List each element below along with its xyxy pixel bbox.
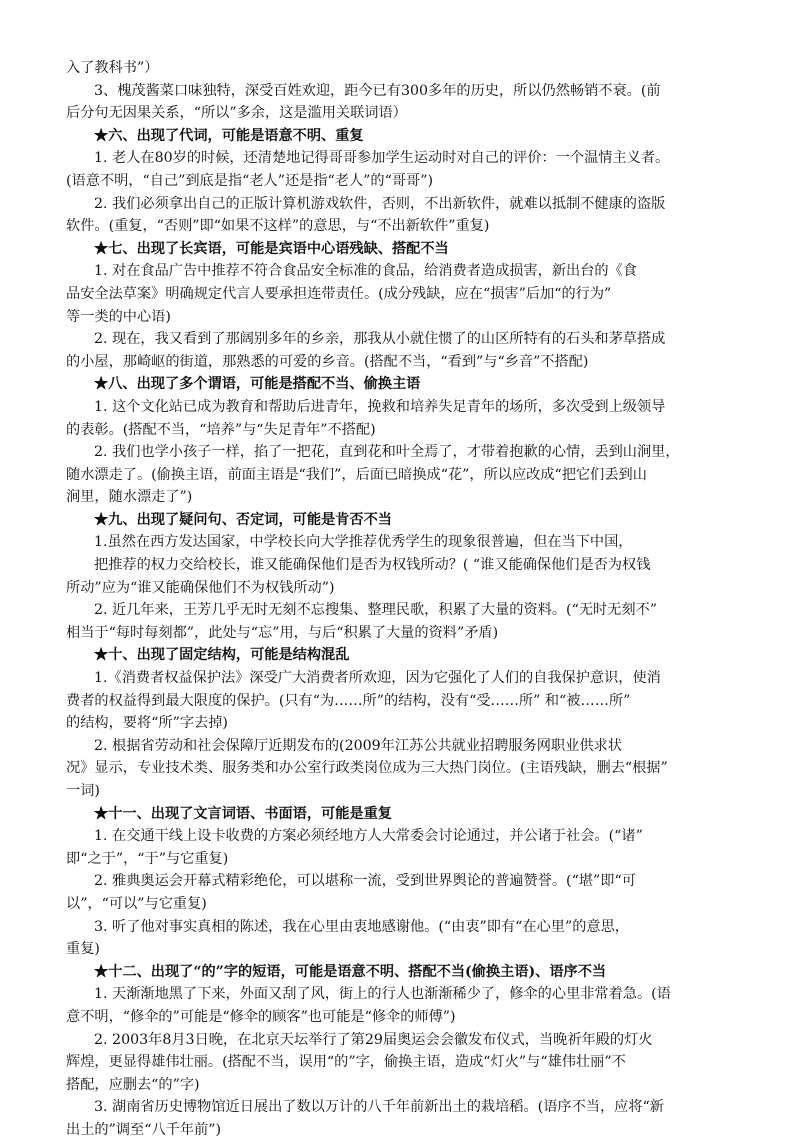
text-line: 3. 湖南省历史博物馆近日展出了数以万计的八千年前新出土的栽培稻。(语序不当，应将“新	[94, 1099, 664, 1116]
text-line: 2. 现在，我又看到了那阔别多年的乡亲，那我从小就住惯了的山区所特有的石头和茅草搭成	[94, 331, 666, 348]
text-line: 2. 我们也学小孩子一样，掐了一把花，直到花和叶全焉了，才带着抱歉的心情，丢到山涧里，	[94, 444, 680, 461]
section-heading: ★六、出现了代词，可能是语意不明、重复	[94, 127, 364, 144]
text-line: 后分句无因果关系，“所以”多余，这是滥用关联词语）	[66, 105, 407, 122]
section-heading: ★十一、出现了文言词语、书面语，可能是重复	[94, 805, 392, 822]
text-line: 意不明，“修伞的”可能是“修伞的顾客”也可能是“修伞的师傅”)	[66, 1008, 456, 1025]
text-line: 2. 雅典奥运会开幕式精彩绝伦，可以堪称一流，受到世界舆论的普遍赞誉。(“堪”即“可	[94, 873, 636, 890]
text-line: 1.虽然在西方发达国家，中学校长向大学推荐优秀学生的现象很普遍，但在当下中国，	[94, 534, 633, 551]
text-line: 3. 听了他对事实真相的陈述，我在心里由衷地感谢他。(“由衷”即有“在心里”的意思，	[94, 918, 629, 935]
text-line: 费者的权益得到最大限度的保护。(只有“为……所”的结构，没有“受……所” 和“被……所”	[66, 692, 631, 709]
text-line: 软件。(重复，“否则”即“如果不这样”的意思，与“不出新软件”重复)	[66, 218, 490, 235]
section-heading: ★十二、出现了“的”字的短语，可能是语意不明、搭配不当(偷换主语)、语序不当	[94, 963, 607, 980]
text-line: 涧里，随水漂走了”)	[66, 489, 193, 506]
text-line: 2. 根据省劳动和社会保障厅近期发布的(2009年江苏公共就业招聘服务网职业供求状	[94, 737, 622, 754]
section-heading: ★八、出现了多个谓语，可能是搭配不当、偷换主语	[94, 376, 421, 393]
text-line: 1. 对在食品广告中推荐不符合食品安全标准的食品，给消费者造成损害，新出台的《食	[94, 263, 637, 280]
text-line: 即“之于”，“于”与它重复)	[66, 850, 229, 867]
text-line: 1. 天渐渐地黑了下来，外面又刮了风，街上的行人也渐渐稀少了，修伞的心里非常着急。(语	[94, 986, 671, 1003]
text-line: 搭配，应删去“的”字)	[66, 1076, 200, 1093]
section-heading: ★七、出现了长宾语，可能是宾语中心语残缺、搭配不当	[94, 240, 449, 257]
text-line: 1. 老人在80岁的时候，还清楚地记得哥哥参加学生运动时对自己的评价：一个温情主义者。	[94, 150, 670, 167]
text-line: 1. 这个文化站已成为教育和帮助后进青年，挽救和培养失足青年的场所，多次受到上级领导	[94, 398, 666, 415]
text-line: 1. 在交通干线上设卡收费的方案必须经地方人大常委会讨论通过，并公诸于社会。(“诸”	[94, 828, 643, 845]
text-line: 辉煌，更显得雄伟壮丽。(搭配不当，误用“的”字，偷换主语，造成“灯火”与“雄伟壮丽”不	[66, 1054, 626, 1071]
text-line: 2. 近几年来，王芳几乎无时无刻不忘搜集、整理民歌，积累了大量的资料。(“无时无刻不”	[94, 602, 658, 619]
text-line: (语意不明，“自己”到底是指“老人”还是指“老人”的“哥哥”)	[66, 172, 434, 189]
text-line: 3、槐茂酱菜口味独特，深受百姓欢迎，距今已有300多年的历史，所以仍然畅销不衰。(前	[94, 82, 661, 99]
text-line: 的结构，要将“所”字去掉)	[66, 715, 228, 732]
text-line: 的表彰。(搭配不当，“培养”与“失足青年”不搭配)	[66, 421, 376, 438]
section-heading: ★十、出现了固定结构，可能是结构混乱	[94, 647, 350, 664]
text-line: 等一类的中心语)	[66, 308, 171, 325]
text-line: 2. 2003年8月3日晚，在北京天坛举行了第29届奥运会会徽发布仪式，当晚祈年殿的灯火	[94, 1031, 653, 1048]
text-line: 出土的”调至“八千年前”)	[66, 1121, 221, 1138]
text-line: 入了教科书”）	[66, 60, 159, 76]
text-line: 的小屋，那崎岖的街道，那熟悉的可爱的乡音。(搭配不当，“看到”与“乡音”不搭配)	[66, 353, 589, 370]
text-line: 1.《消费者权益保护法》深受广大消费者所欢迎，因为它强化了人们的自我保护意识，使消	[94, 670, 661, 687]
section-heading: ★九、出现了疑问句、否定词，可能是肯否不当	[94, 511, 392, 528]
text-line: 重复)	[66, 941, 100, 958]
document-body	[66, 57, 738, 1142]
text-line: 相当于“每时每刻都”，此处与“忘”用，与后“积累了大量的资料”矛盾)	[66, 624, 499, 641]
text-line: 一词)	[66, 783, 100, 799]
text-line: 随水漂走了。(偷换主语，前面主语是“我们”，后面已暗换成“花”，所以应改成“把它们丢到山	[66, 466, 647, 483]
text-line: 所动”应为“谁又能确保他们不为权钱所动”)	[66, 579, 335, 596]
text-line: 以”，“可以”与它重复)	[66, 895, 207, 912]
text-line: 况》显示，专业技术类、服务类和办公室行政类岗位成为三大热门岗位。(主语残缺，删去“根据”	[66, 760, 668, 777]
text-line: 2. 我们必须拿出自己的正版计算机游戏软件，否则，不出新软件，就难以抵制不健康的盗版	[94, 195, 666, 212]
text-line: 把推荐的权力交给校长，谁又能确保他们是否为权钱所动？( “谁又能确保他们是否为权钱	[94, 557, 651, 574]
text-line: 品安全法草案》明确规定代言人要承担连带责任。(成分残缺，应在“损害”后加“的行为”	[66, 285, 612, 302]
